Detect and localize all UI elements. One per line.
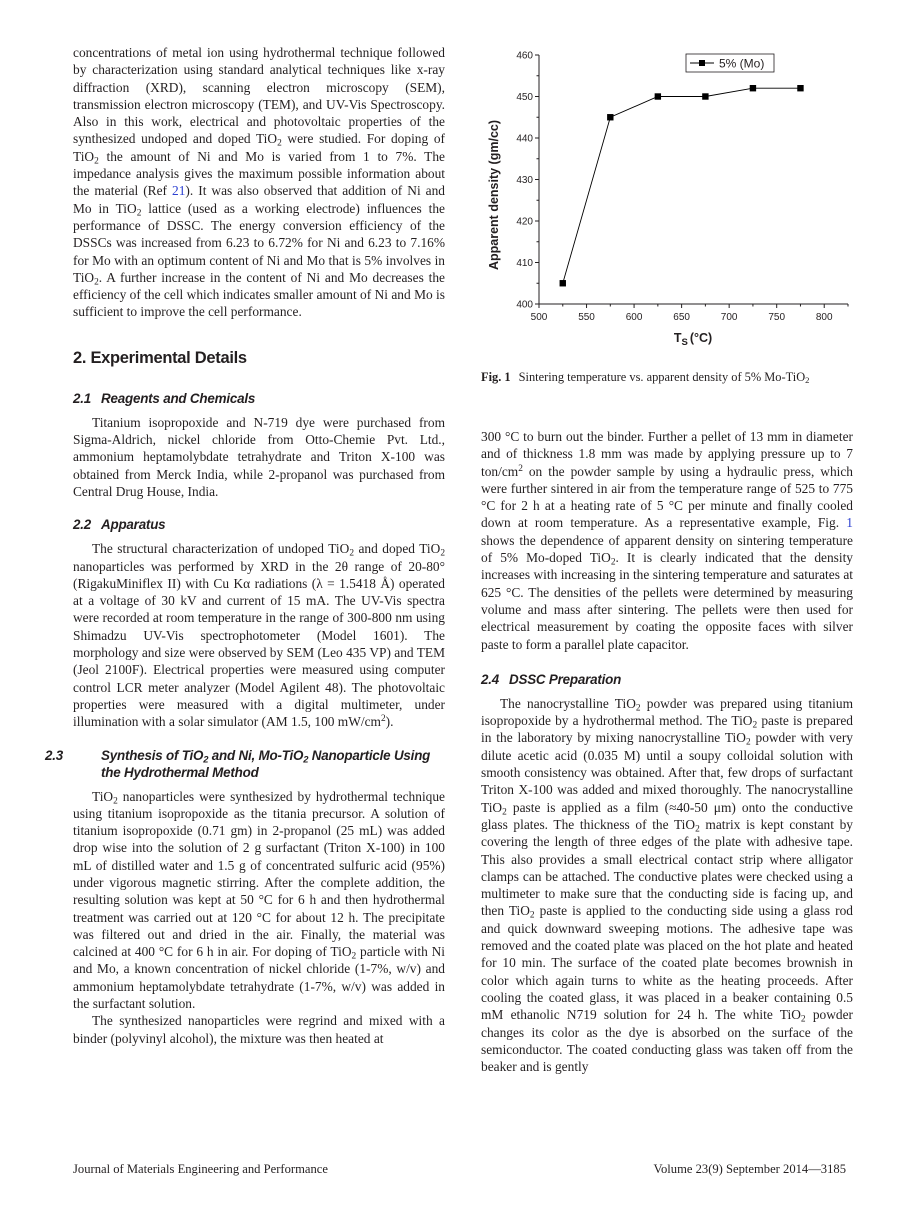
chart-legend (686, 54, 774, 72)
section-heading-experimental: 2. Experimental Details (73, 348, 247, 367)
x-tick-label: 800 (815, 312, 833, 323)
paragraph-apparatus: The structural characterization of undoped TiO$_2$ and doped TiO$_2$ nanoparticles was performed by XRD in the 2θ range of 20-80° (RigakuMiniflex II) with Cu Kα radiations (λ = 1.5418 Å) operated at a voltage of 30 kV and current of 15 mA. The UV-Vis spectra were recorded at room temperature in the range of 300-800 nm using Shimadzu UV-Vis spectrophotometer (Model 1601). The morphology and size were observed by SEM (Leo 435 VP) and TEM (Jeol 2100F). Electrical properties were measured using computer control LCR meter analyzer (Model Agilent 48). The photovoltaic properties were measured with a digital multimeter, under illumination with a solar simulator (AM 1.5, 100 $mW/cm^2$). (73, 541, 445, 730)
intro-paragraph: concentrations of metal ion using hydrothermal technique followed by characterization using standard analytical techniques like x-ray diffraction (XRD), scanning electron microscopy (SEM), transmission electron microscopy (TEM), and UV-Vis Spectroscopy. Also in this work, electrical and photovoltaic properties of the synthesized undoped and doped TiO$_2$ were studied. For doping of TiO$_2$ the amount of Ni and Mo is varied from 1 to 7%. The impedance analysis gives the maximum possible information about the material (Ref 21). It was also observed that addition of Ni and Mo in TiO$_2$ lattice (used as a working electrode) influences the performance of DSSC. The energy conversion efficiency of the DSSCs was increased from 6.23 to 6.72% for Ni and 6.23 to 7.16% for Mo with an optimum content of Ni and Mo that is 5% involves in TiO$_2$. A further increase in the content of Ni and Mo decreases the efficiency of the cell which indicates smaller amount of Ni and Mo is sufficient to improve the cell performance. (73, 45, 446, 320)
y-axis-title: Apparent density (gm/cc) (487, 119, 501, 271)
data-point (702, 93, 708, 99)
paragraph-synthesis: TiO$_2$ nanoparticles were synthesized by hydrothermal technique using titanium isopropoxide as the titania precursor. A solution of titanium isopropoxide (0.71 gm) in 2-propanol (25 mL) was added drop wise into the solution of 2 g surfactant (Triton X-100) in 100 mL of distilled water and 1.5 g of concentrated sulfuric acid (95%) under vigorous magnetic stirring. After the complete addition, the resulting solution was kept at 50 °C for 6 h and then hydrothermal treatment was carried out at 120 °C for about 12 h. The precipitate was filtered out and dried in the air. Finally, the material was calcined at 400 °C for 6 h in air. For doping of TiO$_2$ particle with Ni and Mo, a known concentration of nickel chloride (1-7%, w/v) and ammonium heptamolybdate tetrahydrate (1-7%, w/v) was added in the surfactant solution. (73, 788, 446, 1012)
x-tick-label: 750 (768, 312, 786, 323)
x-tick-label: 600 (625, 312, 643, 323)
footer-journal-name: Journal of Materials Engineering and Performance (73, 1162, 328, 1176)
footer-volume-page: Volume 23(9) September 2014—3185 (653, 1162, 846, 1176)
reference-link-21[interactable]: 21 (172, 183, 186, 199)
x-tick-label: 550 (578, 312, 595, 323)
subsection-heading-2-4: 2.4 DSSC Preparation (481, 671, 622, 687)
density-chart (480, 40, 860, 360)
y-tick-label: 460 (516, 50, 533, 62)
legend-marker (699, 60, 705, 66)
x-tick-label: 650 (673, 312, 690, 323)
paragraph-reagents: Titanium isopropoxide and N-719 dye were purchased from Sigma-Aldrich, nickel chloride from Otto-Chemie Pvt. Ltd., ammonium heptamolybdate tetrahydrate and Triton X-100 was obtained from Merck India, while 2-propanol was purchased from Central Drug House, India. (73, 414, 445, 499)
series-line (563, 88, 801, 283)
x-tick-label: 700 (720, 312, 738, 323)
y-tick-label: 450 (516, 92, 533, 103)
x-tick-label: 500 (530, 312, 548, 323)
x-axis-title: $T_S$ (°C) (673, 331, 713, 348)
data-point (797, 85, 803, 91)
y-tick-label: 420 (516, 216, 533, 228)
y-tick-label: 440 (516, 133, 533, 145)
legend-label: 5% (Mo) (719, 56, 765, 71)
subsection-heading-2-2: 2.2 Apparatus (73, 517, 166, 533)
subsection-heading-2-3: 2.3 Synthesis of TiO$_2$ and Ni, Mo-TiO$_2$ Nanoparticle Using the Hydrothermal Method (45, 747, 431, 780)
subsection-heading-2-1: 2.1 Reagents and Chemicals (73, 390, 256, 406)
y-tick-label: 430 (516, 175, 533, 186)
chart-axes (539, 55, 848, 304)
left-column (45, 44, 446, 1047)
figure-caption: Fig. 1 Sintering temperature vs. apparent density of 5% Mo-TiO$_2$ (481, 370, 810, 386)
paragraph-pellet: 300 °C to burn out the binder. Further a pellet of 13 mm in diameter and of thickness 1.8 mm was made by applying pressure up to 7 ton/$cm^2$ on the powder sample by using a hydraulic press, which were further sintered in air from the temperature range of 525 to 775 °C for 2 h at a heating rate of 5 °C per minute and finally cooled down at room temperature. As a representative example, Fig. 1 shows the dependence of apparent density on sintering temperature of 5% Mo-doped TiO$_2$. It is clearly indicated that the density increases with increasing in the sintering temperature and saturates at 625 °C. The densities of the pellets were determined by measuring volume and mass after sintering. The pellets were then used for electrical measurement by coating the opposite faces with silver paste to form a parallel plate capacitor. (481, 429, 853, 652)
paragraph-dssc: The nanocrystalline TiO$_2$ powder was prepared using titanium isopropoxide by a hydrothermal method. The TiO$_2$ paste is prepared in the laboratory by mixing nanocrystalline TiO$_2$ powder with very dilute acetic acid (0.035 M) until a soupy colloidal solution with smooth consistency was obtained. After that, few drops of surfactant Triton X-100 was added and mixed thoroughly. The nanocrystalline TiO$_2$ paste is applied as a film (≈40-50 μm) onto the conductive glass plates. The thickness of the TiO$_2$ matrix is kept constant by covering the length of three edges of the plate with adhesive tape. This also provides a small electrical contact strip where alligator clamps can be attached. The conductive plates were checked using a multimeter to make sure that the conducting side is facing up, and then TiO$_2$ paste is applied to the conducting side using a glass rod and quick downward sweeping motions. The adhesive tape was removed and the coated plate was placed on the hot plate and heated for 10 min. The surface of the coated plate becomes brownish in color which again turns to white as the heating proceeds. After cooling the coated glass, it was placed in a beaker containing 0.5 mM ethanolic N719 solution for 24 h. The white TiO$_2$ powder changes its color as the dye is absorbed on the surface of the semiconductor. The coated conducting glass was taken off from the beaker and is gently (481, 695, 853, 1075)
figure-link-1[interactable]: 1 (846, 515, 853, 531)
y-tick-label: 410 (516, 258, 533, 269)
data-point (750, 85, 756, 91)
data-point (560, 280, 566, 286)
data-point (655, 93, 661, 99)
figure-label: Fig. 1 (481, 370, 511, 384)
right-column (481, 428, 853, 1075)
data-point (607, 114, 613, 120)
y-tick-label: 400 (516, 299, 533, 311)
paragraph-binder: The synthesized nanoparticles were regrind and mixed with a binder (polyvinyl alcohol), the mixture was then heated at (73, 1013, 445, 1046)
